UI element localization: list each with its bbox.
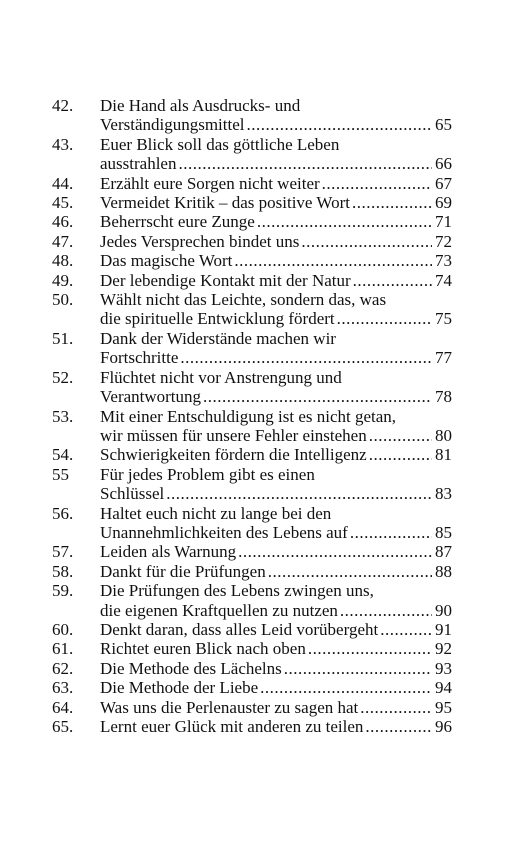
toc-entry-line-text: die eigenen Kraftquellen zu nutzen (100, 600, 338, 620)
toc-entry-number: 45. (52, 193, 74, 213)
toc-entry-line: Haltet euch nicht zu lange bei den (100, 503, 332, 523)
dot-leader (246, 115, 432, 134)
dot-leader (238, 542, 432, 561)
toc-entry-page-number: 69 (435, 193, 452, 213)
dot-leader (322, 174, 432, 193)
toc-entry (52, 212, 452, 231)
toc-entry-line-text: Fortschritte (100, 348, 179, 368)
toc-entry (52, 174, 452, 193)
toc-entry-page-number: 95 (435, 697, 452, 717)
toc-entry (52, 407, 452, 446)
toc-entry-page-number: 94 (435, 678, 452, 698)
toc-entry (52, 135, 452, 174)
toc-entry-line-text: Was uns die Perlenauster zu sagen hat (100, 697, 359, 717)
toc-entry-line-text: Verantwortung (100, 387, 202, 407)
toc-entry-title (100, 174, 452, 193)
toc-entry-line (100, 212, 452, 231)
toc-entry-line (100, 601, 452, 620)
toc-entry-line (100, 639, 452, 658)
toc-entry-line (100, 562, 452, 581)
toc-entry (52, 678, 452, 697)
toc-entry-line (100, 174, 452, 193)
toc-entry-number: 59. (52, 581, 74, 601)
toc-entry-page-number: 65 (435, 115, 452, 135)
toc-entry (52, 251, 452, 270)
toc-entry-line (100, 387, 452, 406)
toc-entry-title (100, 504, 452, 543)
toc-entry-title (100, 251, 452, 270)
toc-entry-title (100, 465, 452, 504)
dot-leader (234, 251, 432, 270)
toc-entry-line: Die Prüfungen des Lebens zwingen uns, (100, 581, 374, 601)
toc-entry-line-text: Beherrscht eure Zunge (100, 212, 255, 232)
toc-entry-line-text: ausstrahlen (100, 154, 177, 174)
dot-leader (284, 659, 432, 678)
toc-entry-title (100, 212, 452, 231)
toc-entry (52, 232, 452, 251)
toc-entry-line-text: Unannehmlichkeiten des Lebens auf (100, 522, 348, 542)
toc-entry-line: Die Hand als Ausdrucks- und (100, 96, 301, 115)
toc-entry-page-number: 80 (435, 425, 452, 445)
toc-entry-line-text: Das magische Wort (100, 251, 233, 271)
toc-entry (52, 290, 452, 329)
toc-entry-line-text: Denkt daran, dass alles Leid vorübergeht (100, 619, 379, 639)
toc-entry (52, 445, 452, 464)
toc-entry-title (100, 135, 452, 174)
toc-entry-line: Flüchtet nicht vor Anstrengung und (100, 367, 342, 387)
toc-entry-line (100, 426, 452, 445)
toc-entry-page-number: 75 (435, 309, 452, 329)
toc-entry-line (100, 678, 452, 697)
toc-entry-number: 60. (52, 619, 74, 639)
dot-leader (180, 348, 432, 367)
toc-entry-line (100, 620, 452, 639)
toc-entry-number: 61. (52, 639, 74, 659)
toc-entry-page-number: 73 (435, 251, 452, 271)
toc-entry-page-number: 92 (435, 639, 452, 659)
toc-entry-number: 53. (52, 406, 74, 426)
toc-entry-title (100, 639, 452, 658)
toc-entry (52, 698, 452, 717)
toc-entry (52, 659, 452, 678)
toc-entry-line-text: wir müssen für unsere Fehler einstehen (100, 425, 367, 445)
toc-entry-title (100, 290, 452, 329)
toc-entry-number: 56. (52, 503, 74, 523)
toc-entry-line (100, 251, 452, 270)
toc-entry-line (100, 717, 452, 736)
toc-entry-line (100, 484, 452, 503)
toc-entry-title (100, 659, 452, 678)
toc-entry-line (100, 115, 452, 134)
toc-entry-number: 64. (52, 697, 74, 717)
toc-entry (52, 504, 452, 543)
toc-entry-page-number: 90 (435, 600, 452, 620)
toc-entry-page-number: 67 (435, 173, 452, 193)
toc-entry-page-number: 91 (435, 619, 452, 639)
toc-entry-line (100, 542, 452, 561)
toc-entry (52, 717, 452, 736)
dot-leader (360, 698, 432, 717)
toc-entry (52, 639, 452, 658)
toc-entry (52, 96, 452, 135)
toc-entry-line: Euer Blick soll das göttliche Leben (100, 134, 340, 154)
toc-entry (52, 562, 452, 581)
toc-entry-title (100, 620, 452, 639)
dot-leader (257, 212, 432, 231)
dot-leader (353, 271, 432, 290)
toc-entry-title (100, 193, 452, 212)
toc-entry-line-text: Erzählt eure Sorgen nicht weiter (100, 173, 320, 193)
toc-entry (52, 542, 452, 561)
toc-entry-number: 62. (52, 658, 74, 678)
toc-entry-line (100, 698, 452, 717)
dot-leader (166, 484, 432, 503)
toc-entry (52, 581, 452, 620)
toc-entry-title (100, 445, 452, 464)
toc-entry (52, 329, 452, 368)
toc-entry-line (100, 271, 452, 290)
toc-entry-line: Wählt nicht das Leichte, sondern das, was (100, 290, 387, 310)
dot-leader (340, 601, 432, 620)
toc-entry-line-text: Leiden als Warnung (100, 542, 237, 562)
dot-leader (260, 678, 432, 697)
toc-entry-line: Dank der Widerstände machen wir (100, 328, 336, 348)
toc-entry-title (100, 717, 452, 736)
toc-entry (52, 620, 452, 639)
toc-entry-title (100, 96, 452, 135)
toc-entry-line: Für jedes Problem gibt es einen (100, 464, 315, 484)
toc-entry-page-number: 77 (435, 348, 452, 368)
dot-leader (352, 193, 432, 212)
toc-entry-title (100, 271, 452, 290)
toc-entry-title (100, 329, 452, 368)
toc-entry (52, 368, 452, 407)
toc-entry-line (100, 193, 452, 212)
toc-entry-number: 58. (52, 561, 74, 581)
toc-entry-number: 54. (52, 445, 74, 465)
toc-entry-number: 42. (52, 96, 74, 115)
toc-entry-line (100, 348, 452, 367)
toc-entry-page-number: 71 (435, 212, 452, 232)
toc-entry-page-number: 74 (435, 270, 452, 290)
dot-leader (268, 562, 432, 581)
toc-entry-number: 49. (52, 270, 74, 290)
toc-entry-line (100, 445, 452, 464)
toc-entry-line-text: Dankt für die Prüfungen (100, 561, 266, 581)
toc-entry-line-text: Verständigungsmittel (100, 115, 245, 135)
toc-entry-line (100, 659, 452, 678)
toc-entry-number: 51. (52, 328, 74, 348)
toc-entry-page-number: 96 (435, 717, 452, 736)
dot-leader (203, 387, 432, 406)
toc-entry-line-text: die spirituelle Entwicklung fördert (100, 309, 335, 329)
toc-entry-line-text: Vermeidet Kritik – das positive Wort (100, 193, 350, 213)
toc-entry-page-number: 81 (435, 445, 452, 465)
toc-entry-number: 57. (52, 542, 74, 562)
toc-entry-title (100, 562, 452, 581)
toc-entry-line-text: Lernt euer Glück mit anderen zu teilen (100, 717, 364, 736)
dot-leader (308, 639, 432, 658)
table-of-contents (52, 96, 452, 736)
toc-entry (52, 465, 452, 504)
toc-entry-page-number: 66 (435, 154, 452, 174)
toc-entry-line-text: Jedes Versprechen bindet uns (100, 231, 300, 251)
toc-entry-line (100, 309, 452, 328)
toc-entry-page-number: 78 (435, 387, 452, 407)
dot-leader (369, 426, 432, 445)
toc-entry (52, 271, 452, 290)
toc-entry-page-number: 85 (435, 522, 452, 542)
toc-entry-page-number: 87 (435, 542, 452, 562)
toc-entry-page-number: 72 (435, 231, 452, 251)
toc-entry-number: 44. (52, 173, 74, 193)
toc-entry-page-number: 88 (435, 561, 452, 581)
toc-entry-number: 63. (52, 678, 74, 698)
dot-leader (178, 154, 432, 173)
toc-entry-title (100, 407, 452, 446)
toc-entry-number: 47. (52, 231, 74, 251)
toc-entry-line (100, 232, 452, 251)
toc-entry-title (100, 232, 452, 251)
dot-leader (350, 523, 432, 542)
toc-entry-number: 65. (52, 717, 74, 736)
toc-entry-line (100, 154, 452, 173)
toc-entry-line-text: Schlüssel (100, 484, 165, 504)
toc-entry-line-text: Die Methode der Liebe (100, 678, 259, 698)
toc-entry (52, 193, 452, 212)
dot-leader (337, 309, 432, 328)
toc-entry-line-text: Richtet euren Blick nach oben (100, 639, 306, 659)
toc-entry-title (100, 698, 452, 717)
toc-entry-line-text: Die Methode des Lächelns (100, 658, 282, 678)
toc-entry-title (100, 542, 452, 561)
toc-entry-number: 43. (52, 134, 74, 154)
toc-entry-title (100, 678, 452, 697)
dot-leader (365, 717, 432, 736)
toc-entry-number: 46. (52, 212, 74, 232)
toc-entry-line (100, 523, 452, 542)
dot-leader (380, 620, 432, 639)
toc-entry-line-text: Schwierigkeiten fördern die Intelligenz (100, 445, 367, 465)
toc-entry-page-number: 93 (435, 658, 452, 678)
toc-entry-number: 55 (52, 464, 69, 484)
toc-entry-number: 52. (52, 367, 74, 387)
dot-leader (369, 445, 432, 464)
toc-entry-page-number: 83 (435, 484, 452, 504)
toc-entry-number: 50. (52, 290, 74, 310)
toc-entry-line-text: Der lebendige Kontakt mit der Natur (100, 270, 351, 290)
toc-entry-line: Mit einer Entschuldigung ist es nicht getan, (100, 406, 397, 426)
toc-entry-number: 48. (52, 251, 74, 271)
toc-entry-title (100, 368, 452, 407)
dot-leader (301, 232, 432, 251)
toc-entry-title (100, 581, 452, 620)
